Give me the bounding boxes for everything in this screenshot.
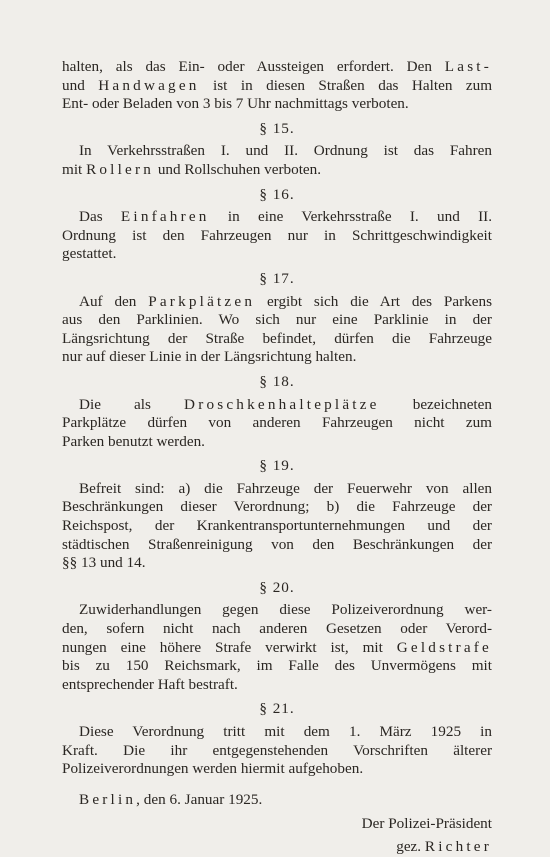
section-heading-18: § 18. [259,372,295,390]
spaced-word: Geldstrafe [396,638,492,656]
text-line: aus den Parklinien. Wo sich nur eine Parklinie in der [62,311,492,329]
text-line: In Verkehrsstraßen I. und II. Ordnung ist das Fahren [79,142,492,160]
spaced-word: Handwagen [98,76,200,94]
text-line: gestattet. [62,245,117,263]
text-line: entsprechender Haft bestraft. [62,675,238,693]
text-span: Die als [79,395,185,413]
text-line: Kraft. Die ihr entgegenstehenden Vorschriften älterer [62,741,492,759]
spaced-word: Droschkenhalteplätze [184,395,380,413]
place-and-date [62,791,492,810]
text-span: und Rollschuhen verboten. [154,160,322,178]
signature-name-line [62,838,492,857]
text-span: gez. [396,837,425,855]
text-line: Parken benutzt werden. [62,432,205,450]
spaced-word: Parkplätzen [148,292,256,310]
section-heading-15: § 15. [259,119,295,137]
text-span: bezeichneten [379,395,492,413]
section-19-paragraph [62,480,492,573]
text-line: Beschränkungen dieser Verordnung; b) die Fahrzeuge der [62,498,492,516]
text-line: Polizeiverordnungen werden hiermit aufgehoben. [62,760,364,778]
text-line: bis zu 150 Reichsmark, im Falle des Unvermögens mit [62,657,492,675]
text-span: und [62,76,99,94]
section-20-paragraph [62,601,492,694]
section-16-paragraph [62,208,492,264]
text-line: Parkplätze dürfen von anderen Fahrzeugen nicht zum [62,414,492,432]
section-15-paragraph [62,142,492,179]
spaced-word: Einfahren [120,208,210,226]
text-line: Diese Verordnung tritt mit dem 1. März 1925 in [79,723,492,740]
text-line: städtischen Straßenreinigung von den Beschränkungen der [62,535,492,553]
document-body [62,58,492,857]
text-line: Ordnung ist den Fahrzeugen nur in Schrittgeschwindigkeit [62,226,492,244]
intro-paragraph [62,58,492,114]
section-heading-17: § 17. [259,269,295,287]
text-span: ist in diesen Straßen das Halten zum [199,76,493,94]
section-heading-16: § 16. [259,185,295,203]
text-line: nur auf dieser Linie in der Längsrichtung halten. [62,348,357,366]
text-line: Befreit sind: a) die Fahrzeuge der Feuerwehr von allen [79,479,492,497]
text-line [62,58,492,77]
section-heading-20: § 20. [259,578,295,596]
signature-block [62,815,492,856]
text-line: Zuwiderhandlungen gegen diese Polizeiverordnung wer- [79,601,492,619]
text-line [62,208,492,227]
place-name: Berlin [79,790,137,808]
spaced-word: Last- [444,58,492,75]
signatory-name: Richter [424,837,492,855]
text-line: §§ 13 und 14. [62,554,146,572]
text-line: Längsrichtung der Straße befindet, dürfen die Fahrzeuge [62,329,492,347]
text-span: ergibt sich die Art des Parkens [255,292,492,310]
text-line [62,77,492,96]
text-span: Auf den [79,292,149,310]
spaced-word: Rollern [86,160,155,178]
text-line: den, sofern nicht nach anderen Gesetzen oder Verord- [62,620,492,638]
text-span: in eine Verkehrsstraße I. und II. [209,208,492,226]
text-line [62,293,492,312]
text-line: Reichspost, der Krankentransportunternehmungen und der [62,517,492,535]
signature-title: Der Polizei-Präsident [361,815,492,833]
section-21-paragraph [62,723,492,779]
section-heading-19: § 19. [259,457,295,475]
text-line [62,639,492,658]
date-text: , den 6. Januar 1925. [136,790,263,808]
text-line: Ent- oder Beladen von 3 bis 7 Uhr nachmittags verboten. [62,95,409,113]
text-span: nungen eine höhere Strafe verwirkt ist, mit [62,638,397,656]
text-span: Das [79,208,121,226]
text-span: halten, als das Ein- oder Aussteigen erfordert. Den [62,58,445,75]
text-span: mit [62,160,87,178]
text-line [62,396,492,415]
section-17-paragraph [62,293,492,367]
text-line [62,161,492,180]
section-18-paragraph [62,396,492,452]
section-heading-21: § 21. [259,700,295,718]
